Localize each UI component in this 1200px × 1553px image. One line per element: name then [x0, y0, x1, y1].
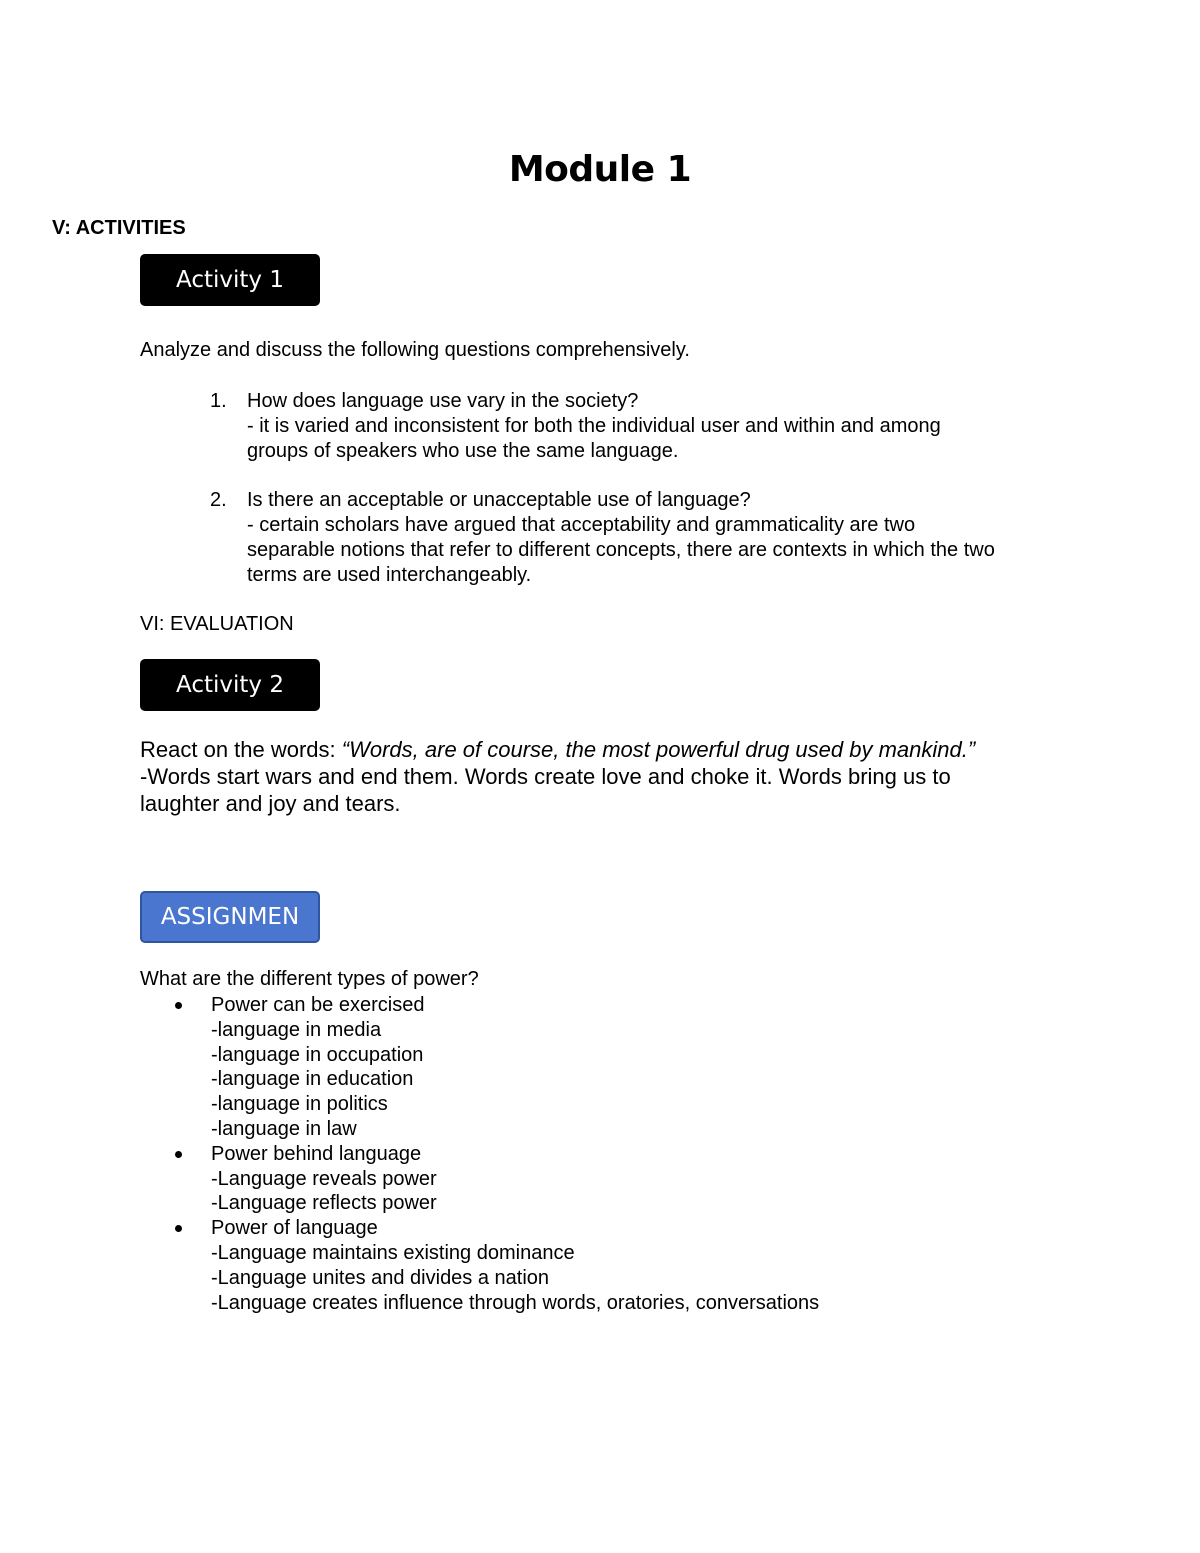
- bullet-icon: [175, 1225, 182, 1232]
- bullet-heading: Power behind language: [211, 1142, 422, 1165]
- prompt-prefix: React on the words:: [140, 737, 342, 762]
- answer-line: separable notions that refer to different concepts, there are contexts in which the two: [247, 539, 995, 561]
- bullet-subitem: -Language creates influence through words, oratories, conversations: [211, 1291, 820, 1314]
- prompt-quote: “Words, are of course, the most powerful drug used by mankind.”: [341, 737, 976, 762]
- activity-2-badge: [140, 659, 320, 711]
- question-list: [210, 389, 941, 464]
- question-number: 2.: [210, 489, 227, 511]
- answer-line: - it is varied and inconsistent for both the individual user and within and among: [247, 415, 941, 437]
- bullet-subitem: -language in occupation: [211, 1043, 424, 1066]
- assignment-badge: [140, 891, 320, 943]
- bullet-subitem: -language in education: [211, 1068, 414, 1091]
- bullet-item-1: [172, 993, 819, 1142]
- question-number: 1.: [210, 390, 227, 412]
- answer-line: terms are used interchangeably.: [247, 564, 532, 586]
- bullet-icon: [175, 1151, 182, 1158]
- question-item-2: [210, 488, 995, 588]
- page-title: Module 1: [508, 149, 692, 190]
- activity-1-instruction: Analyze and discuss the following questions comprehensively.: [140, 339, 690, 361]
- response-line: -Words start wars and end them. Words create love and choke it. Words bring us to: [140, 764, 951, 789]
- activities-heading: V: ACTIVITIES: [52, 217, 186, 239]
- assignment-badge-label: ASSIGNMEN: [160, 904, 300, 930]
- activity-2-prompt: [140, 736, 1060, 817]
- answer-line: - certain scholars have argued that acceptability and grammaticality are two: [247, 514, 916, 536]
- bullet-subitem: -language in media: [211, 1018, 382, 1041]
- question-text: How does language use vary in the society?: [247, 390, 639, 412]
- bullet-subitem: -Language reveals power: [211, 1167, 437, 1190]
- prompt-line: [140, 736, 1060, 763]
- question-text: Is there an acceptable or unacceptable use of language?: [247, 489, 751, 511]
- answer-line: groups of speakers who use the same language.: [247, 440, 679, 462]
- question-item-1: [210, 389, 941, 464]
- evaluation-heading: VI: EVALUATION: [140, 613, 294, 635]
- bullet-icon: [175, 1002, 182, 1009]
- response-line: laughter and joy and tears.: [140, 791, 401, 816]
- activity-2-badge-label: Activity 2: [176, 672, 284, 698]
- bullet-subitem: -Language maintains existing dominance: [211, 1241, 575, 1264]
- bullet-subitem: -Language unites and divides a nation: [211, 1266, 550, 1289]
- bullet-subitem: -Language reflects power: [211, 1192, 437, 1215]
- bullet-item-2: [172, 1142, 819, 1216]
- bullet-heading: Power can be exercised: [211, 994, 425, 1016]
- activity-1-badge-label: Activity 1: [176, 267, 284, 293]
- bullet-heading: Power of language: [211, 1217, 378, 1240]
- assignment-question: What are the different types of power?: [140, 968, 479, 990]
- activity-1-badge: [140, 254, 320, 306]
- bullet-item-3: [172, 1216, 819, 1315]
- bullet-subitem: -language in politics: [211, 1093, 388, 1116]
- question-list-2: [210, 488, 995, 588]
- bullet-subitem: -language in law: [211, 1117, 357, 1140]
- assignment-bullets: [172, 993, 819, 1315]
